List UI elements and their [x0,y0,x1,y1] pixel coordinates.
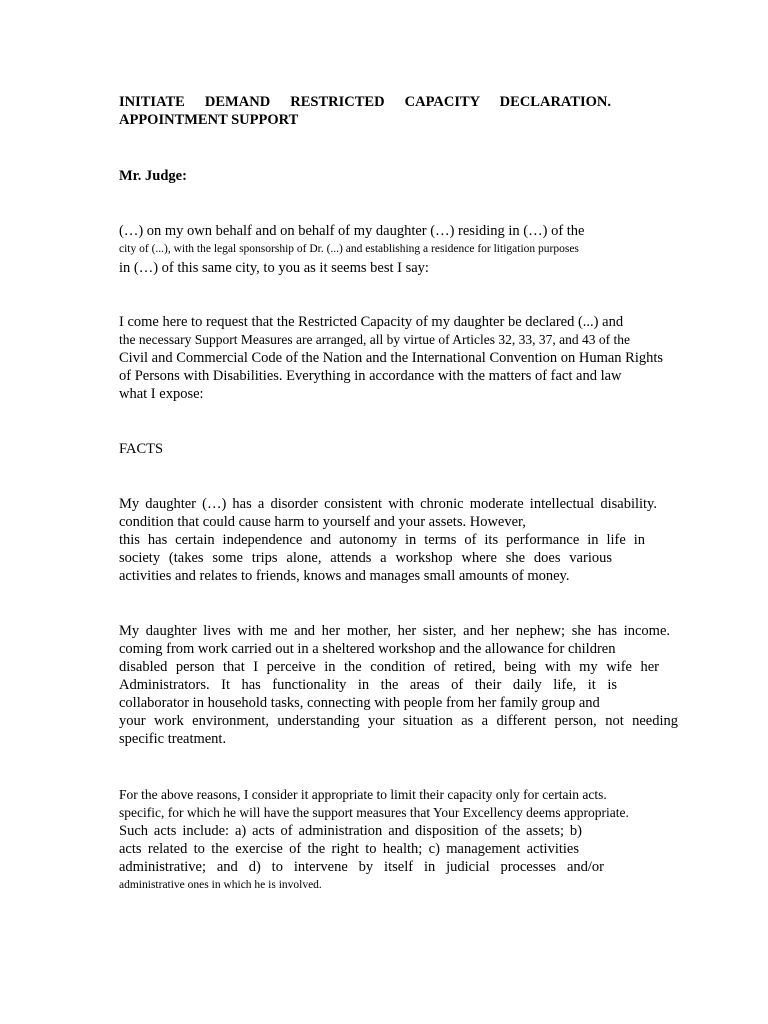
paragraph-4-line-4: Administrators. It has functionality in the areas of their daily life, it is [119,677,617,693]
paragraph-3-line-2: condition that could cause harm to yourself and your assets. However, [119,514,526,530]
paragraph-3-line-1: My daughter (…) has a disorder consistent with chronic moderate intellectual disability. [119,496,657,512]
document-title-line-2: APPOINTMENT SUPPORT [119,112,299,128]
paragraph-4-line-3: disabled person that I perceive in the condition of retired, being with my wife her [119,659,659,675]
paragraph-5-line-4: acts related to the exercise of the right to health; c) management activities [119,841,579,857]
paragraph-1-line-3: in (…) of this same city, to you as it seems best I say: [119,260,429,276]
paragraph-4-line-5: collaborator in household tasks, connecting with people from her family group and [119,695,600,711]
paragraph-2-line-2: the necessary Support Measures are arranged, all by virtue of Articles 32, 33, 37, and 43 of the [119,332,630,347]
paragraph-5-line-6: administrative ones in which he is involved. [119,879,322,891]
paragraph-4-line-2: coming from work carried out in a sheltered workshop and the allowance for children [119,641,616,657]
document-title-line-1: INITIATE DEMAND RESTRICTED CAPACITY DECLARATION. [119,94,611,110]
paragraph-2-line-5: what I expose: [119,386,204,402]
paragraph-2-line-4: of Persons with Disabilities. Everything in accordance with the matters of fact and law [119,368,622,384]
paragraph-4-line-1: My daughter lives with me and her mother, her sister, and her nephew; she has income. [119,623,670,639]
paragraph-3-line-4: society (takes some trips alone, attends a workshop where she does various [119,550,612,566]
paragraph-3-line-3: this has certain independence and autonomy in terms of its performance in life in [119,532,645,548]
paragraph-4-line-6: your work environment, understanding your situation as a different person, not needing [119,713,678,729]
paragraph-5-line-5: administrative; and d) to intervene by itself in judicial processes and/or [119,859,604,875]
paragraph-3-line-5: activities and relates to friends, knows and manages small amounts of money. [119,568,570,584]
paragraph-5-line-2: specific, for which he will have the support measures that Your Excellency deems appropriate. [119,805,629,820]
salutation: Mr. Judge: [119,168,187,184]
paragraph-4-line-7: specific treatment. [119,731,227,747]
paragraph-5-line-1: For the above reasons, I consider it appropriate to limit their capacity only for certain acts. [119,787,607,802]
paragraph-2-line-3: Civil and Commercial Code of the Nation and the International Convention on Human Rights [119,350,664,366]
paragraph-1-line-1: (…) on my own behalf and on behalf of my daughter (…) residing in (…) of the [119,223,585,239]
paragraph-1-line-2: city of (...), with the legal sponsorship of Dr. (...) and establishing a residence for litigation purposes [119,243,579,255]
facts-heading: FACTS [119,441,164,457]
paragraph-5-line-3: Such acts include: a) acts of administration and disposition of the assets; b) [119,823,582,839]
paragraph-2-line-1: I come here to request that the Restricted Capacity of my daughter be declared (...) and [119,314,624,330]
